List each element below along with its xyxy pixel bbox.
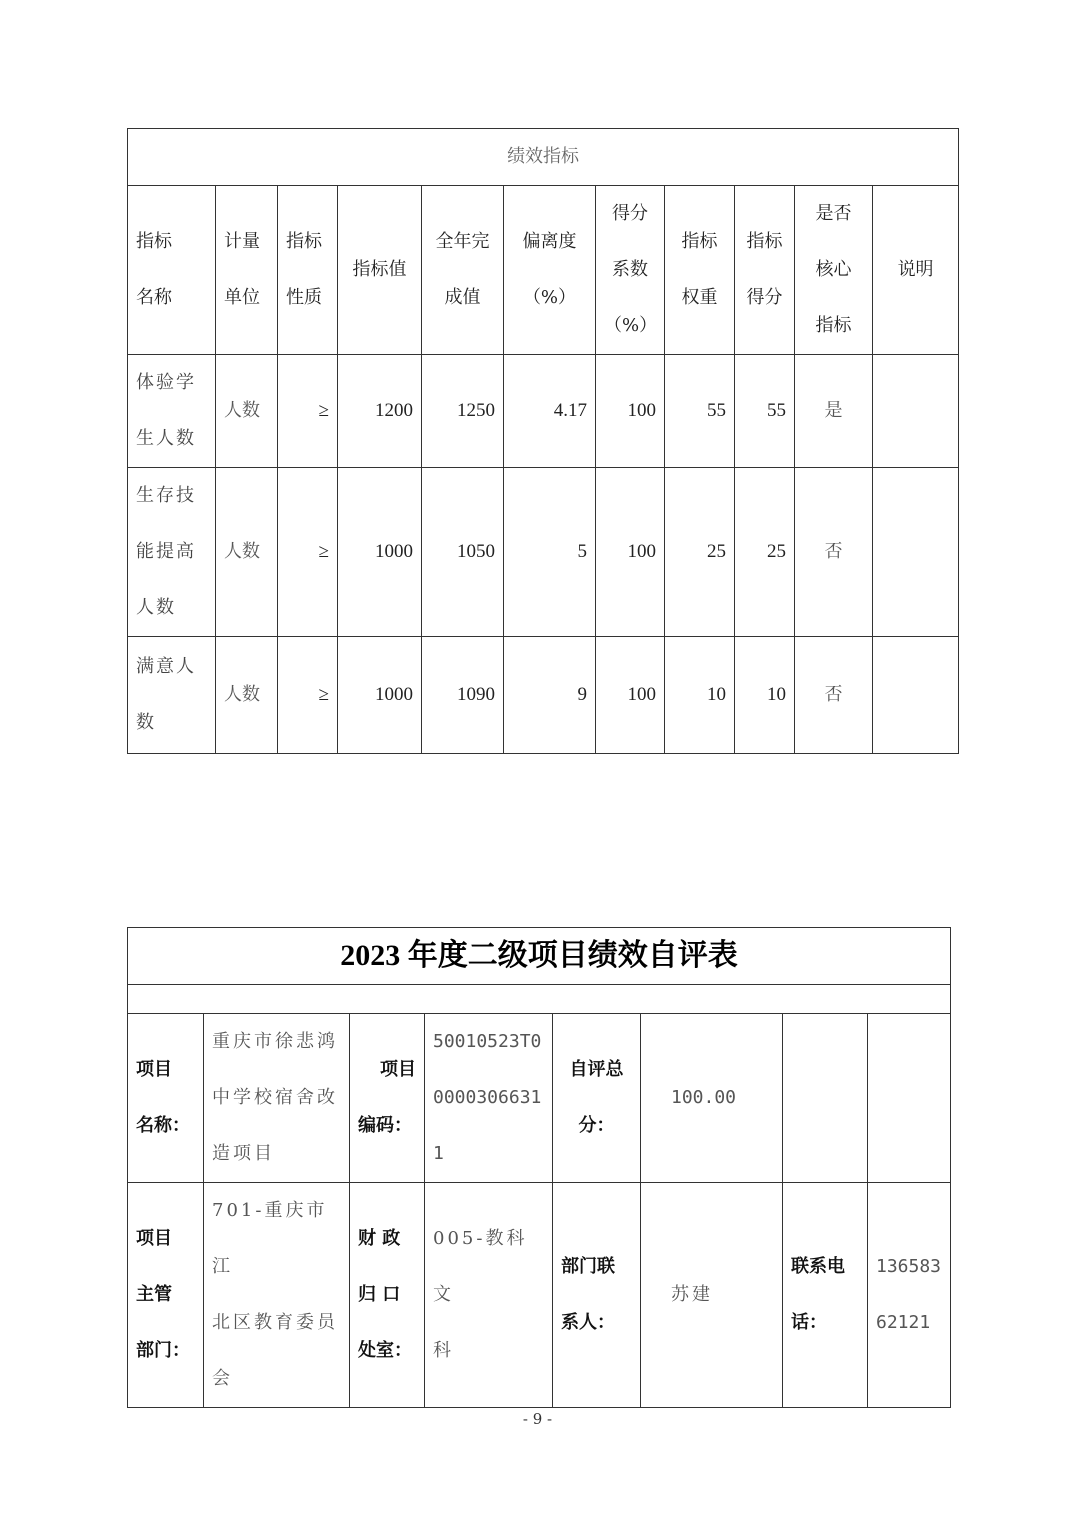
core-cell: 否 [795, 637, 873, 754]
unit-cell: 人数 [216, 468, 278, 637]
empty-cell [783, 1014, 868, 1183]
header-actual: 全年完 成值 [422, 186, 504, 355]
deviation-cell: 4.17 [504, 355, 596, 468]
project-code-value: 50010523T0 0000306631 1 [425, 1014, 553, 1183]
coefficient-cell: 100 [596, 637, 665, 754]
header-coefficient: 得分 系数 （%） [596, 186, 665, 355]
header-nature: 指标 性质 [278, 186, 338, 355]
blank-row [128, 985, 951, 1014]
phone-value: 136583 62121 [868, 1183, 951, 1408]
project-name-label: 项目 名称： [128, 1014, 204, 1183]
actual-cell: 1250 [422, 355, 504, 468]
weight-cell: 25 [665, 468, 735, 637]
weight-cell: 10 [665, 637, 735, 754]
deviation-cell: 5 [504, 468, 596, 637]
core-cell: 否 [795, 468, 873, 637]
unit-cell: 人数 [216, 355, 278, 468]
finance-office-value: 005-教科文 科 [425, 1183, 553, 1408]
header-weight: 指标 权重 [665, 186, 735, 355]
nature-cell: ≥ [278, 637, 338, 754]
finance-office-label: 财 政 归 口 处室： [350, 1183, 425, 1408]
table-row [128, 637, 959, 754]
target-cell: 1000 [338, 637, 422, 754]
total-score-value: 100.00 [641, 1014, 783, 1183]
coefficient-cell: 100 [596, 355, 665, 468]
actual-cell: 1090 [422, 637, 504, 754]
actual-cell: 1050 [422, 468, 504, 637]
indicator-name: 满意人 数 [128, 637, 216, 754]
nature-cell: ≥ [278, 355, 338, 468]
department-value: 701-重庆市江 北区教育委员 会 [204, 1183, 350, 1408]
target-cell: 1200 [338, 355, 422, 468]
header-score: 指标 得分 [735, 186, 795, 355]
total-score-label: 自评总 分： [553, 1014, 641, 1183]
deviation-cell: 9 [504, 637, 596, 754]
note-cell [873, 637, 959, 754]
page-number: - 9 - [522, 1410, 553, 1428]
note-cell [873, 468, 959, 637]
indicator-name: 生存技 能提高 人数 [128, 468, 216, 637]
nature-cell: ≥ [278, 468, 338, 637]
weight-cell: 55 [665, 355, 735, 468]
contact-value: 苏建 [641, 1183, 783, 1408]
contact-label: 部门联 系人： [553, 1183, 641, 1408]
project-name-value: 重庆市徐悲鸿 中学校宿舍改 造项目 [204, 1014, 350, 1183]
header-note: 说明 [873, 186, 959, 355]
unit-cell: 人数 [216, 637, 278, 754]
coefficient-cell: 100 [596, 468, 665, 637]
empty-cell [868, 1014, 951, 1183]
header-row [128, 186, 959, 355]
header-target: 指标值 [338, 186, 422, 355]
score-cell: 10 [735, 637, 795, 754]
project-code-label: 项目 编码： [350, 1014, 425, 1183]
project-info-row [128, 1014, 951, 1183]
indicator-name: 体验学 生人数 [128, 355, 216, 468]
header-core: 是否 核心 指标 [795, 186, 873, 355]
table-caption: 绩效指标 [128, 129, 959, 186]
form-title: 2023 年度二级项目绩效自评表 [128, 928, 951, 985]
table-row [128, 468, 959, 637]
self-evaluation-table [127, 927, 951, 1408]
score-cell: 25 [735, 468, 795, 637]
header-deviation: 偏离度 （%） [504, 186, 596, 355]
performance-indicator-table [127, 128, 959, 754]
header-indicator-name: 指标 名称 [128, 186, 216, 355]
department-info-row [128, 1183, 951, 1408]
header-unit: 计量 单位 [216, 186, 278, 355]
core-cell: 是 [795, 355, 873, 468]
table-row [128, 355, 959, 468]
target-cell: 1000 [338, 468, 422, 637]
score-cell: 55 [735, 355, 795, 468]
department-label: 项目 主管 部门： [128, 1183, 204, 1408]
note-cell [873, 355, 959, 468]
phone-label: 联系电 话： [783, 1183, 868, 1408]
